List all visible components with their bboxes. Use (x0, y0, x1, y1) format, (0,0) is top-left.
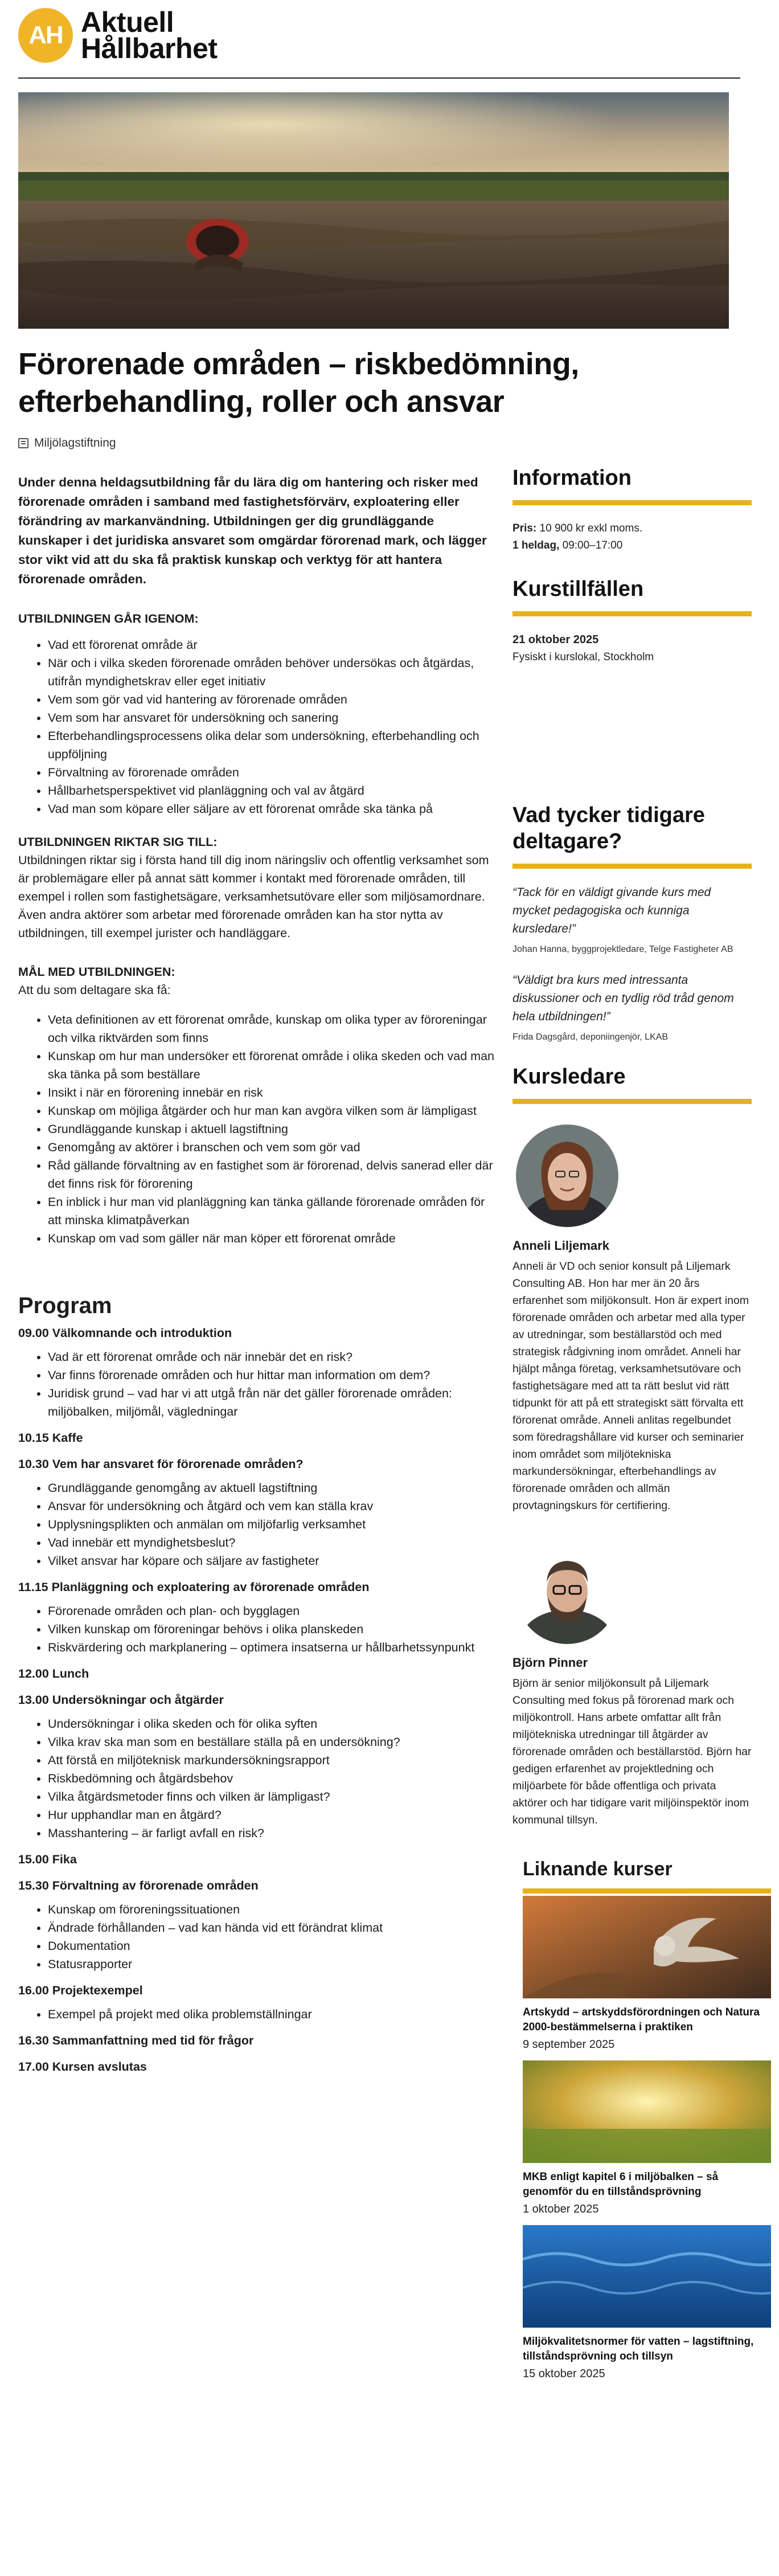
avatar (516, 1125, 618, 1227)
occasions-title: Kurstillfällen (512, 577, 644, 601)
testimonial-quote: “Väldigt bra kurs med intressanta diskussioner och en tydlig röd tråd genom hela utbildningen!” (512, 974, 734, 1023)
audience-heading: UTBILDNINGEN RIKTAR SIG TILL: (18, 835, 218, 849)
site-logo[interactable] (18, 8, 218, 63)
info-title: Information (512, 466, 632, 490)
course-card-image (523, 2225, 771, 2328)
list-item: • Hur upphandlar man en åtgärd? (48, 1806, 497, 1824)
list-item: • Dokumentation (48, 1937, 497, 1955)
accent-rule (512, 500, 752, 505)
list-item: • Genomgång av aktörer i branschen och vem som gör vad (48, 1138, 497, 1156)
program-slot-list (18, 1602, 497, 1657)
course-card-image (523, 2060, 771, 2163)
course-card[interactable] (523, 2225, 771, 2381)
list-item: • Veta definitionen av ett förorenat område, kunskap om olika typer av föroreningar och vilka riktvärden som finns (48, 1011, 497, 1047)
list-item: • Ändrade förhållanden – vad kan hända vid ett förändrat klimat (48, 1919, 497, 1937)
intro-text: Under denna heldagsutbildning får du lära dig om hantering och risker med förorenade områden i samband med fastighetsförvärv, exploatering eller förändring av markanvändning. Utbildningen ger dig grundläggande kunskaper i det juridiska ansvaret som omgärdar förorenad mark, och lägger stor vikt vid att du ska få praktisk kunskap och verktyg för att hantera förorenade områden. (18, 475, 487, 586)
list-item: • När och i vilka skeden förorenade områden behöver undersökas och åtgärdas, utifrån myndighetskrav eller eget initiativ (48, 654, 497, 690)
list-item: • Kunskap om vad som gäller när man köper ett förorenat område (48, 1229, 497, 1248)
price-line (512, 520, 752, 537)
course-card-date: 1 oktober 2025 (523, 2203, 599, 2215)
logo-mark: AH (18, 8, 73, 63)
header-divider (18, 77, 740, 79)
water-image (523, 2225, 771, 2328)
program-slot-heading: 15.30 Förvaltning av förorenade områden (18, 1879, 259, 1892)
course-card-date: 9 september 2025 (523, 2038, 615, 2051)
course-card-title[interactable]: Miljökvalitetsnormer för vatten – lagstiftning, tillståndsprövning och tillsyn (523, 2336, 754, 2362)
list-item: • Kunskap om föroreningssituationen (48, 1900, 497, 1919)
list-item: • En inblick i hur man vid planläggning kan tänka gällande förorenade områden för att minska klimatpåverkan (48, 1193, 497, 1229)
duration-value: 09:00–17:00 (562, 539, 623, 551)
avatar (516, 1541, 618, 1644)
category-icon (18, 438, 28, 448)
accent-rule (523, 1888, 771, 1894)
list-item: • Riskbedömning och åtgärdsbehov (48, 1769, 497, 1788)
list-item: • Vilka åtgärdsmetoder finns och vilken är lämpligast? (48, 1788, 497, 1806)
list-item: • Var finns förorenade områden och hur hittar man information om dem? (48, 1366, 497, 1384)
list-item: • Förorenade områden och plan- och bygglagen (48, 1602, 497, 1620)
info-box (512, 465, 752, 554)
category-tag[interactable] (18, 436, 116, 450)
audience-text: Utbildningen riktar sig i första hand till dig inom näringsliv och offentlig verksamhet som är problemägare eller på annat sätt kommer i kontakt med förorenade områden, till exempel i rollen som fastighetsägare, verksamhetsutövare eller som miljösamordnare. Även andra aktörer som arbetar med förorenade områden kan ha stor nytta av utbildningen, till exempel jurister och handläggare. (18, 853, 489, 940)
leader-name: Björn Pinner (512, 1655, 588, 1670)
program-slot-heading: 09.00 Välkomnande och introduktion (18, 1326, 232, 1340)
list-item: • Vad är ett förorenat område och när innebär det en risk? (48, 1348, 497, 1366)
occasion-place: Fysiskt i kurslokal, Stockholm (512, 651, 654, 663)
course-card[interactable] (523, 2060, 771, 2216)
occasion-date[interactable]: 21 oktober 2025 (512, 633, 599, 646)
list-item: • Vilken kunskap om föroreningar behövs i olika planskeden (48, 1620, 497, 1638)
program-slot-heading: 10.15 Kaffe (18, 1431, 83, 1445)
list-item: • Kunskap om möjliga åtgärder och hur man kan avgöra vilken som är lämpligast (48, 1102, 497, 1120)
list-item: • Insikt i när en förorening innebär en risk (48, 1083, 497, 1102)
list-item: • Vad man som köpare eller säljare av ett förorenat område ska tänka på (48, 800, 497, 818)
logo-text (81, 6, 218, 64)
logo-line-2: Hållbarhet (81, 32, 218, 64)
course-description (18, 473, 497, 2076)
list-item: • Efterbehandlingsprocessens olika delar som undersökning, efterbehandling och uppföljning (48, 727, 497, 763)
list-item: • Kunskap om hur man undersöker ett förorenat område i olika skeden och vad man ska tänka på som beställare (48, 1047, 497, 1083)
leader-name: Anneli Liljemark (512, 1238, 609, 1253)
course-card-image (523, 1896, 771, 1998)
program-slot-heading: 13.00 Undersökningar och åtgärder (18, 1693, 224, 1707)
course-card-title[interactable]: Artskydd – artskyddsförordningen och Natura 2000-bestämmelserna i praktiken (523, 2006, 760, 2033)
portrait-anneli (516, 1125, 618, 1227)
list-item: • Upplysningsplikten och anmälan om miljöfarlig verksamhet (48, 1515, 497, 1534)
price-value: 10 900 kr exkl moms. (539, 522, 643, 534)
hero-landscape-illustration (18, 92, 729, 329)
list-item: • Statusrapporter (48, 1955, 497, 1973)
meadow-image (523, 2060, 771, 2163)
list-item: • Grundläggande kunskap i aktuell lagstiftning (48, 1120, 497, 1138)
testimonial-author: Frida Dagsgård, deponiingenjör, LKAB (512, 1032, 669, 1042)
program-slot-heading: 10.30 Vem har ansvaret för förorenade områden? (18, 1457, 304, 1471)
program-schedule (18, 1324, 497, 2076)
testimonials-box (512, 802, 752, 1044)
course-card-title[interactable]: MKB enligt kapitel 6 i miljöbalken – så genomför du en tillståndsprövning (523, 2171, 719, 2198)
list-item: • Vem som gör vad vid hantering av förorenade områden (48, 690, 497, 709)
leader-bio: Björn är senior miljökonsult på Liljemark Consulting med fokus på förorenad mark och miljökontroll. Hans arbete omfattar allt från miljötekniska utredningar till åtgärder av förorenade områden och beställarstöd. Björn har gedigen erfarenhet av projektledning och miljöarbete för både offentliga och privata aktörer och har tidigare varit miljöinspektör inom kommunal tillsyn. (512, 1677, 752, 1826)
list-item: • Råd gällande förvaltning av en fastighet som är förorenad, delvis sanerad eller där det finns risk för förorening (48, 1156, 497, 1193)
site-header (0, 0, 779, 79)
page-title: Förorenade områden – riskbedömning, efterbehandling, roller och ansvar (18, 347, 579, 419)
portrait-bjorn (516, 1541, 618, 1644)
occasions-box (512, 576, 752, 667)
program-slot-heading: 11.15 Planläggning och exploatering av förorenade områden (18, 1580, 370, 1594)
similar-courses (512, 1858, 760, 2381)
program-slot-list (18, 1900, 497, 1973)
program-slot-heading: 17.00 Kursen avslutas (18, 2060, 147, 2074)
accent-rule (512, 1099, 752, 1104)
list-item: • Masshantering – är farligt avfall en risk? (48, 1824, 497, 1842)
sidebar (512, 465, 760, 2381)
list-item: • Hållbarhetsperspektivet vid planläggning och val av åtgärd (48, 782, 497, 800)
list-item: • Undersökningar i olika skeden och för olika syften (48, 1715, 497, 1733)
accent-rule (512, 864, 752, 869)
list-item: • Ansvar för undersökning och åtgärd och vem kan ställa krav (48, 1497, 497, 1515)
covers-list (18, 636, 497, 818)
leaders-box (512, 1064, 752, 1829)
testimonial-quote: “Tack för en väldigt givande kurs med mycket pedagogiska och kunniga kursledare!” (512, 886, 711, 935)
owl-image (523, 1896, 771, 1998)
goals-list (18, 1011, 497, 1248)
list-item: • Vilka krav ska man som en beställare ställa på en undersökning? (48, 1733, 497, 1751)
goals-heading: MÅL MED UTBILDNINGEN: (18, 965, 175, 979)
list-item: • Förvaltning av förorenade områden (48, 763, 497, 782)
program-slot-heading: 16.30 Sammanfattning med tid för frågor (18, 2034, 254, 2047)
category-label: Miljölagstiftning (34, 436, 116, 449)
program-slot-list (18, 2005, 497, 2023)
testimonials-title: Vad tycker tidigare deltagare? (512, 803, 705, 853)
list-item: • Riskvärdering och markplanering – optimera insatserna ur hållbarhetssynpunkt (48, 1638, 497, 1657)
leader-bio: Anneli är VD och senior konsult på Liljemark Consulting AB. Hon har mer än 20 års erfarenhet som miljökonsult. Hon är expert inom förorenade områden och arbetar med alla typer av utredningar, som beställarstöd och med strategisk rådgivning inom området. Anneli har hjälpt många företag, verksamhetsutövare och fastighetsägare med att ta rätt beslut vid rätt tidpunkt för att på ett strategiskt sätt förvalta ett förorenat område. Anneli anlitas regelbundet som föredragshållare vid kurser och seminarier inom området som miljötekniska markundersökningar, efterbehandlings av förorenade områden och allmän provtagningskurs för certifiering. (512, 1260, 749, 1512)
list-item: • Juridisk grund – vad har vi att utgå från när det gäller förorenade områden: miljöbalken, miljömål, vägledningar (48, 1384, 497, 1421)
list-item: • Vem som har ansvaret för undersökning och sanering (48, 709, 497, 727)
leaders-title: Kursledare (512, 1065, 626, 1089)
list-item: • Grundläggande genomgång av aktuell lagstiftning (48, 1479, 497, 1497)
program-slot-heading: 15.00 Fika (18, 1853, 77, 1866)
logo-line-1: Aktuell (81, 6, 174, 38)
list-item: • Vad ett förorenat område är (48, 636, 497, 654)
course-card[interactable] (523, 1896, 771, 2051)
list-item: • Vad innebär ett myndighetsbeslut? (48, 1534, 497, 1552)
duration-line (512, 537, 752, 554)
testimonial-author: Johan Hanna, byggprojektledare, Telge Fastigheter AB (512, 944, 733, 954)
list-item: • Vilket ansvar har köpare och säljare av fastigheter (48, 1552, 497, 1570)
price-label: Pris: (512, 522, 537, 534)
accent-rule (512, 611, 752, 616)
program-title: Program (18, 1293, 112, 1318)
program-slot-list (18, 1715, 497, 1842)
course-card-date: 15 oktober 2025 (523, 2368, 605, 2380)
program-slot-heading: 12.00 Lunch (18, 1667, 89, 1680)
program-slot-heading: 16.00 Projektexempel (18, 1984, 143, 1997)
program-slot-list (18, 1479, 497, 1570)
goals-lead: Att du som deltagare ska få: (18, 983, 171, 997)
list-item: • Att förstå en miljöteknisk markundersökningsrapport (48, 1751, 497, 1769)
hero-image (18, 92, 729, 329)
similar-title: Liknande kurser (523, 1858, 673, 1880)
program-slot-list (18, 1348, 497, 1421)
list-item: • Exempel på projekt med olika problemställningar (48, 2005, 497, 2023)
covers-heading: UTBILDNINGEN GÅR IGENOM: (18, 612, 199, 625)
duration-label: 1 heldag, (512, 539, 560, 551)
